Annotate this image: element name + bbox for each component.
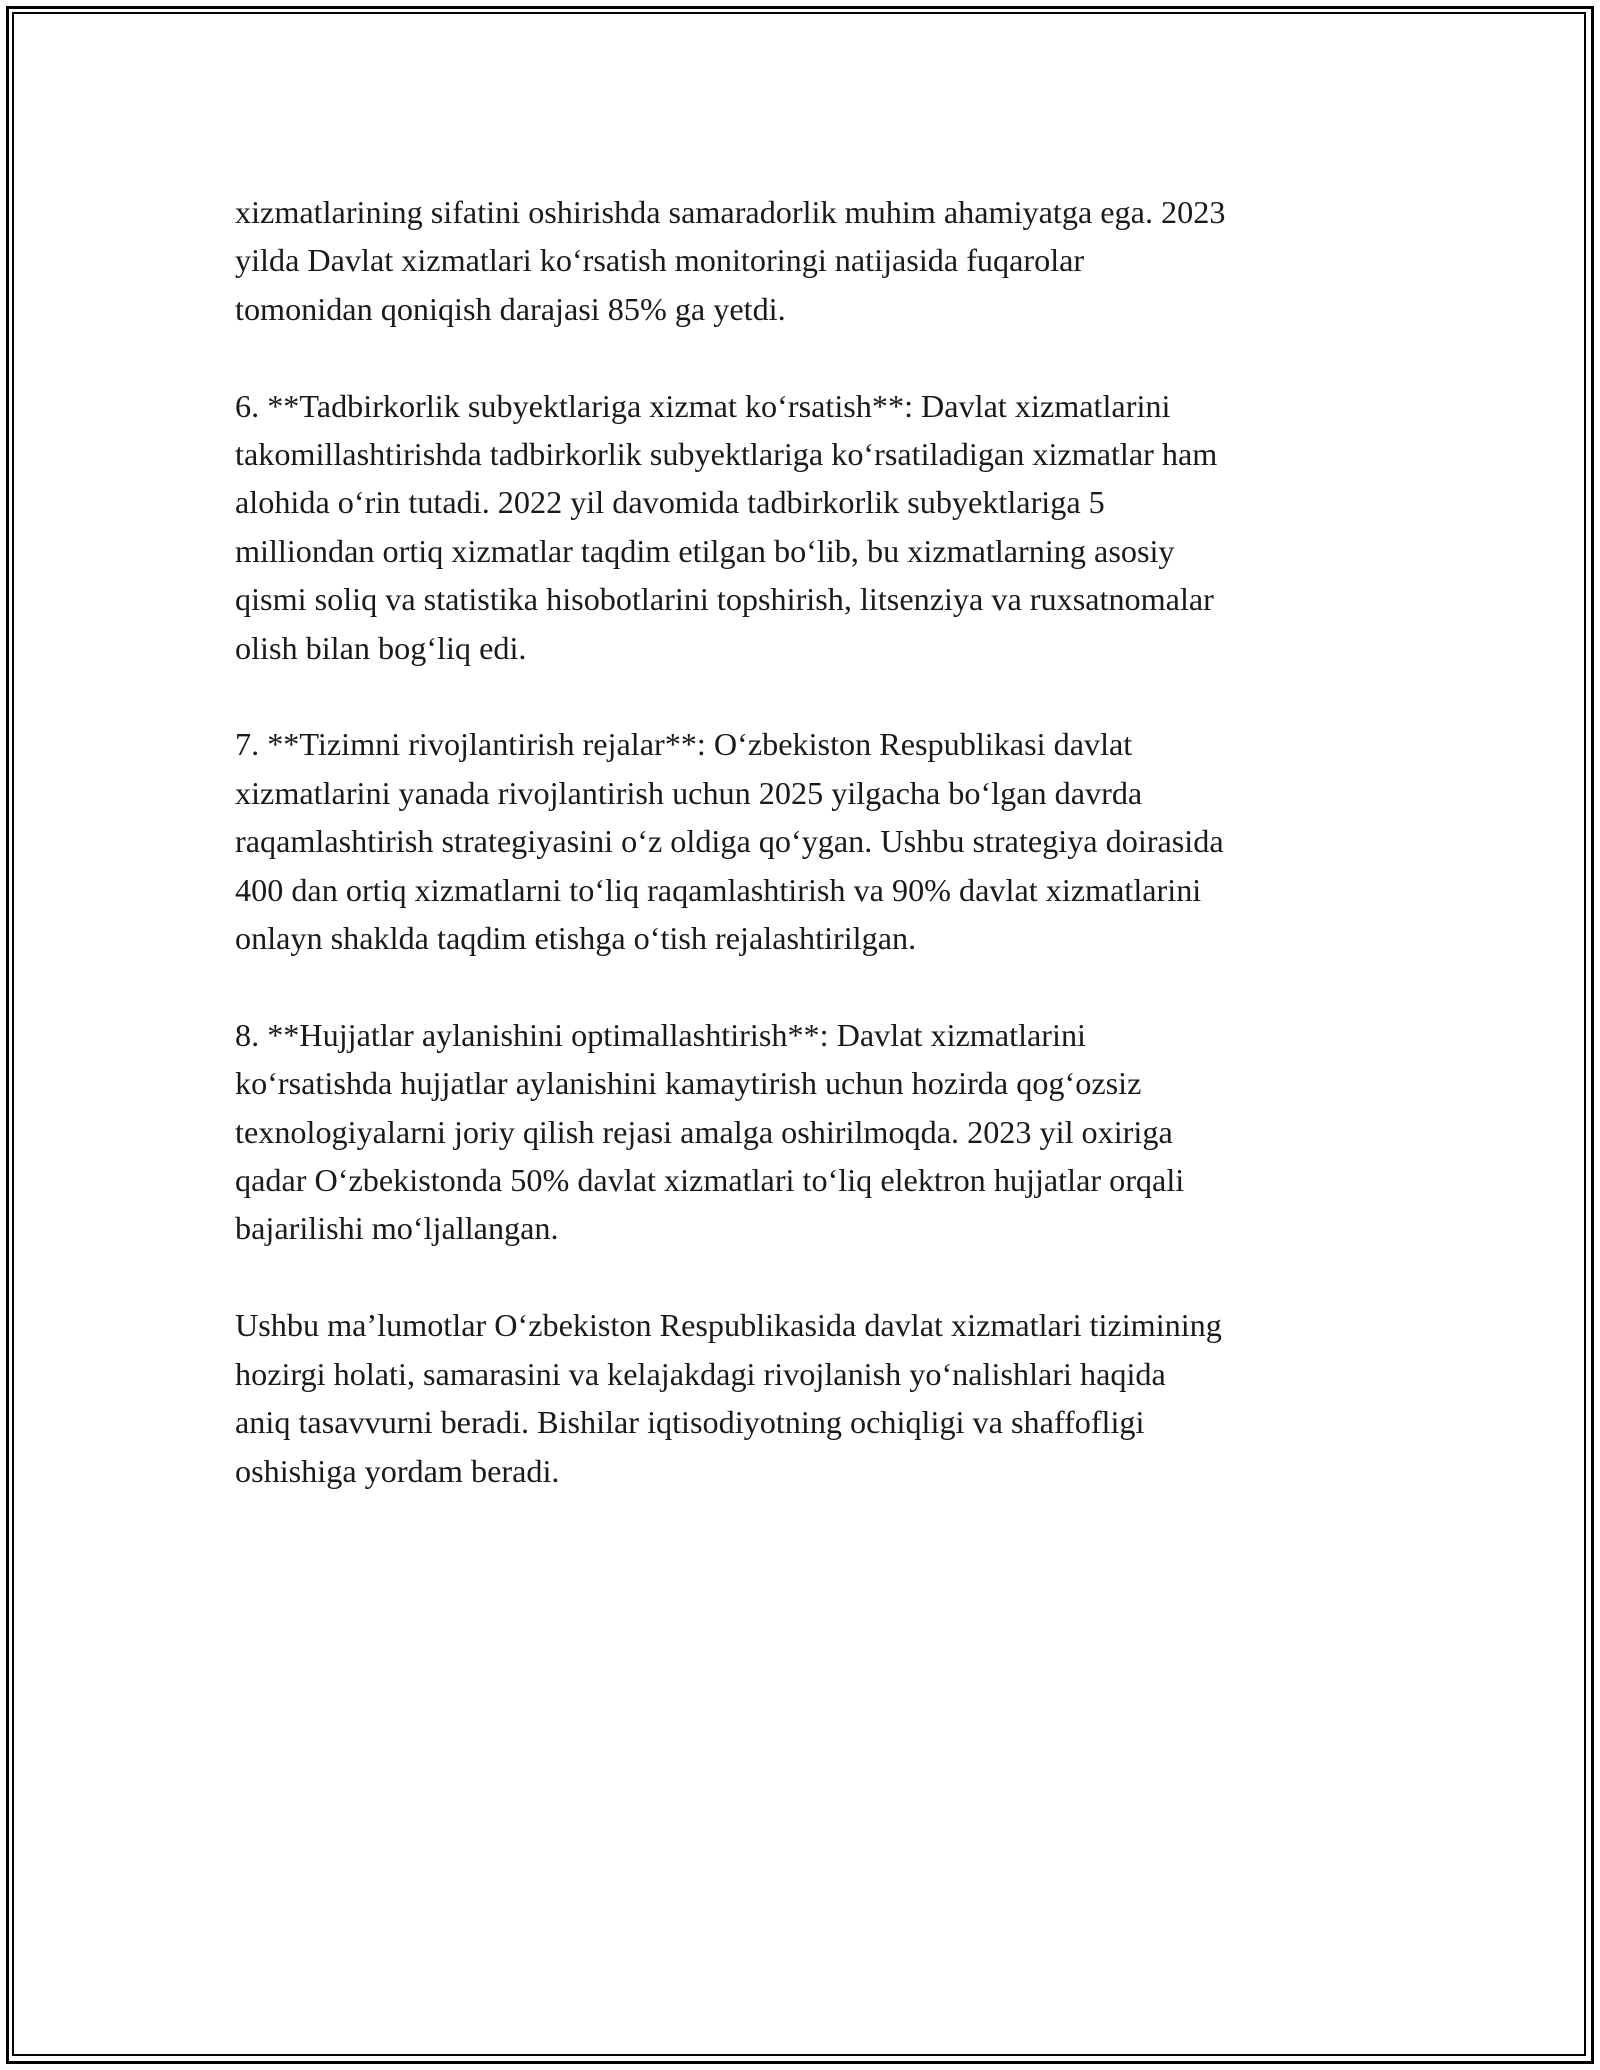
paragraph-item-6: 6. **Tadbirkorlik subyektlariga xizmat koʻrsatish**: Davlat xizmatlarini takomillashtirishda tadbirkorlik subyektlariga koʻrsatiladigan xizmatlar ham alohida oʻrin tutadi. 2022 yil davomida tadbirkorlik subyektlariga 5 milliondan ortiq xizmatlar taqdim etilgan boʻlib, bu xizmatlarning asosiy qismi soliq va statistika hisobotlarini topshirish, litsenziya va ruxsatnomalar olish bilan bogʻliq edi. — [235, 387, 1218, 666]
document-body — [235, 188, 1375, 1543]
paragraph-item-8: 8. **Hujjatlar aylanishini optimallashtirish**: Davlat xizmatlarini koʻrsatishda hujjatlar aylanishini kamaytirish uchun hozirda qogʻozsiz texnologiyalarni joriy qilish rejasi amalga oshirilmoqda. 2023 yil oxiriga qadar Oʻzbekistonda 50% davlat xizmatlari toʻliq elektron hujjatlar orqali bajarilishi moʻljallangan. — [235, 1016, 1185, 1247]
paragraph-intro: xizmatlarining sifatini oshirishda samaradorlik muhim ahamiyatga ega. 2023 yilda Davlat xizmatlari koʻrsatish monitoringi natijasida fuqarolar tomonidan qoniqish darajasi 85% ga yetdi. — [235, 194, 1226, 327]
paragraph-conclusion: Ushbu maʼlumotlar Oʻzbekiston Respublikasida davlat xizmatlari tizimining hozirgi holati, samarasini va kelajakdagi rivojlanish yoʻnalishlari haqida aniq tasavvurni beradi. Bishilar iqtisodiyotning ochiqligi va shaffofligi oshishiga yordam beradi. — [235, 1307, 1222, 1489]
paragraph-item-7: 7. **Tizimni rivojlantirish rejalar**: Oʻzbekiston Respublikasi davlat xizmatlarini yanada rivojlantirish uchun 2025 yilgacha boʻlgan davrda raqamlashtirish strategiyasini oʻz oldiga qoʻygan. Ushbu strategiya doirasida 400 dan ortiq xizmatlarni toʻliq raqamlashtirish va 90% davlat xizmatlarini onlayn shaklda taqdim etishga oʻtish rejalashtirilgan. — [235, 726, 1224, 957]
